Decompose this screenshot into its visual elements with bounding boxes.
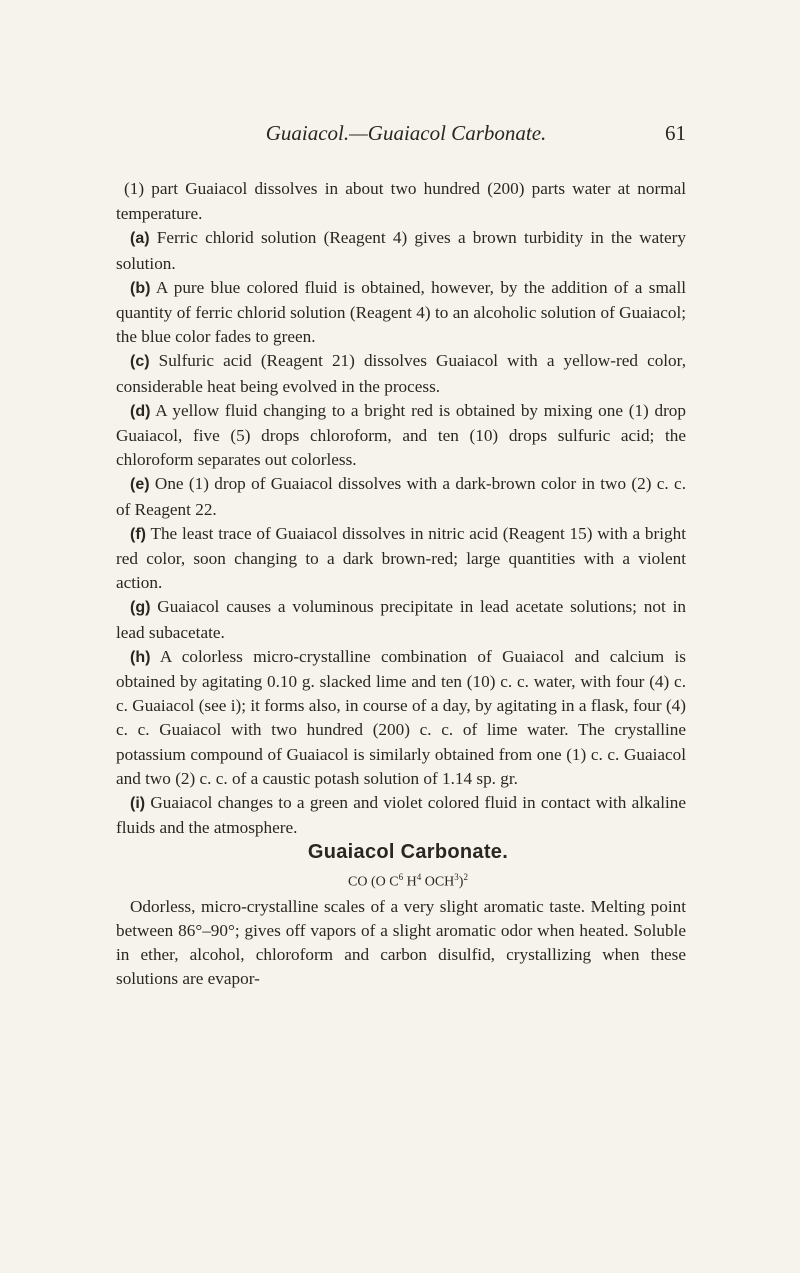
paragraph-solubility (116, 177, 686, 226)
paragraph-g (116, 595, 686, 644)
formula-part: H (403, 874, 417, 890)
page-number: 61 (665, 121, 686, 145)
formula-part: OCH (421, 874, 455, 890)
paragraph-b (116, 276, 686, 350)
paragraph-text: Ferric chlorid solution (Reagent 4) gives a brown turbidity in the watery solution. (116, 228, 686, 273)
item-tag: (h) (130, 648, 151, 666)
formula-sub: 2 (463, 871, 468, 882)
item-tag: (f) (130, 525, 146, 543)
paragraph-f (116, 522, 686, 596)
formula-part: CO (O C (348, 874, 399, 890)
running-head (116, 121, 686, 146)
paragraph-d (116, 399, 686, 473)
item-tag: (a) (130, 230, 150, 248)
paragraph-h (116, 645, 686, 791)
paragraph-text: One (1) drop of Guaiacol dissolves with a dark-brown color in two (2) c. c. of Reagent 22. (116, 474, 686, 519)
formula-sub: 3 (454, 871, 459, 882)
paragraph-text: A colorless micro-crystalline combination of Guaiacol and calcium is obtained by agitating 0.10 g. slacked lime and ten (10) c. c. water, with four (4) c. c. Guaiacol (see i); it forms also, in course of a day, by agitating in a flask, four (4) c. c. Guaiacol with two hundred (200) c. c. of lime water. The crystalline potassium compound of Guaiacol is similarly obtained from one (1) c. c. Guaiacol and two (2) c. c. of a caustic potash solution of 1.14 sp. gr. (116, 646, 686, 788)
item-tag: (c) (130, 353, 150, 371)
section-heading: Guaiacol Carbonate. (307, 841, 509, 864)
item-tag: (i) (130, 795, 146, 813)
paragraph-text: (1) part Guaiacol dissolves in about two hundred (200) parts water at normal temperature. (116, 179, 686, 224)
page-body (116, 177, 686, 991)
item-tag: (d) (130, 402, 151, 420)
paragraph-text: Sulfuric acid (Reagent 21) dissolves Guaiacol with a yellow-red color, considerable heat being evolved in the process. (116, 351, 686, 396)
paragraph-text: A yellow fluid changing to a bright red is obtained by mixing one (1) drop Guaiacol, five (5) drops chloroform, and ten (10) drops sulfuric acid; the chloroform separates out colorless. (116, 400, 686, 470)
formula-sub: 6 (398, 871, 404, 882)
paragraph-text: Guaiacol changes to a green and violet colored fluid in contact with alkaline fluids and the atmosphere. (116, 793, 686, 838)
paragraph-text: A pure blue colored fluid is obtained, however, by the addition of a small quantity of ferric chlorid solution (Reagent 4) to an alcoholic solution of Guaiacol; the blue color fades to green. (116, 277, 686, 347)
item-tag: (e) (130, 476, 150, 494)
chemical-formula (116, 865, 686, 895)
paragraph-c (116, 349, 686, 398)
paragraph-e (116, 472, 686, 521)
item-tag: (g) (130, 599, 151, 617)
paragraph-a (116, 226, 686, 275)
paragraph-text: The least trace of Guaiacol dissolves in nitric acid (Reagent 15) with a bright red color, soon changing to a dark brown-red; large quantities with a violent action. (116, 523, 686, 593)
paragraph-text: Guaiacol causes a voluminous precipitate in lead acetate solutions; not in lead subacetate. (116, 597, 686, 642)
section-paragraph: Odorless, micro-crystalline scales of a very slight aromatic taste. Melting point between 86°–90°; gives off vapors of a slight aromatic odor when heated. Soluble in ether, alcohol, chloroform and carbon disulfid, crystallizing when these solutions are evapor- (116, 896, 686, 989)
formula-sub: 4 (416, 871, 422, 882)
paragraph-i (116, 791, 686, 840)
item-tag: (b) (130, 279, 151, 297)
running-title: Guaiacol.—Guaiacol Carbonate. (265, 121, 547, 145)
formula-part: ) (458, 874, 464, 890)
